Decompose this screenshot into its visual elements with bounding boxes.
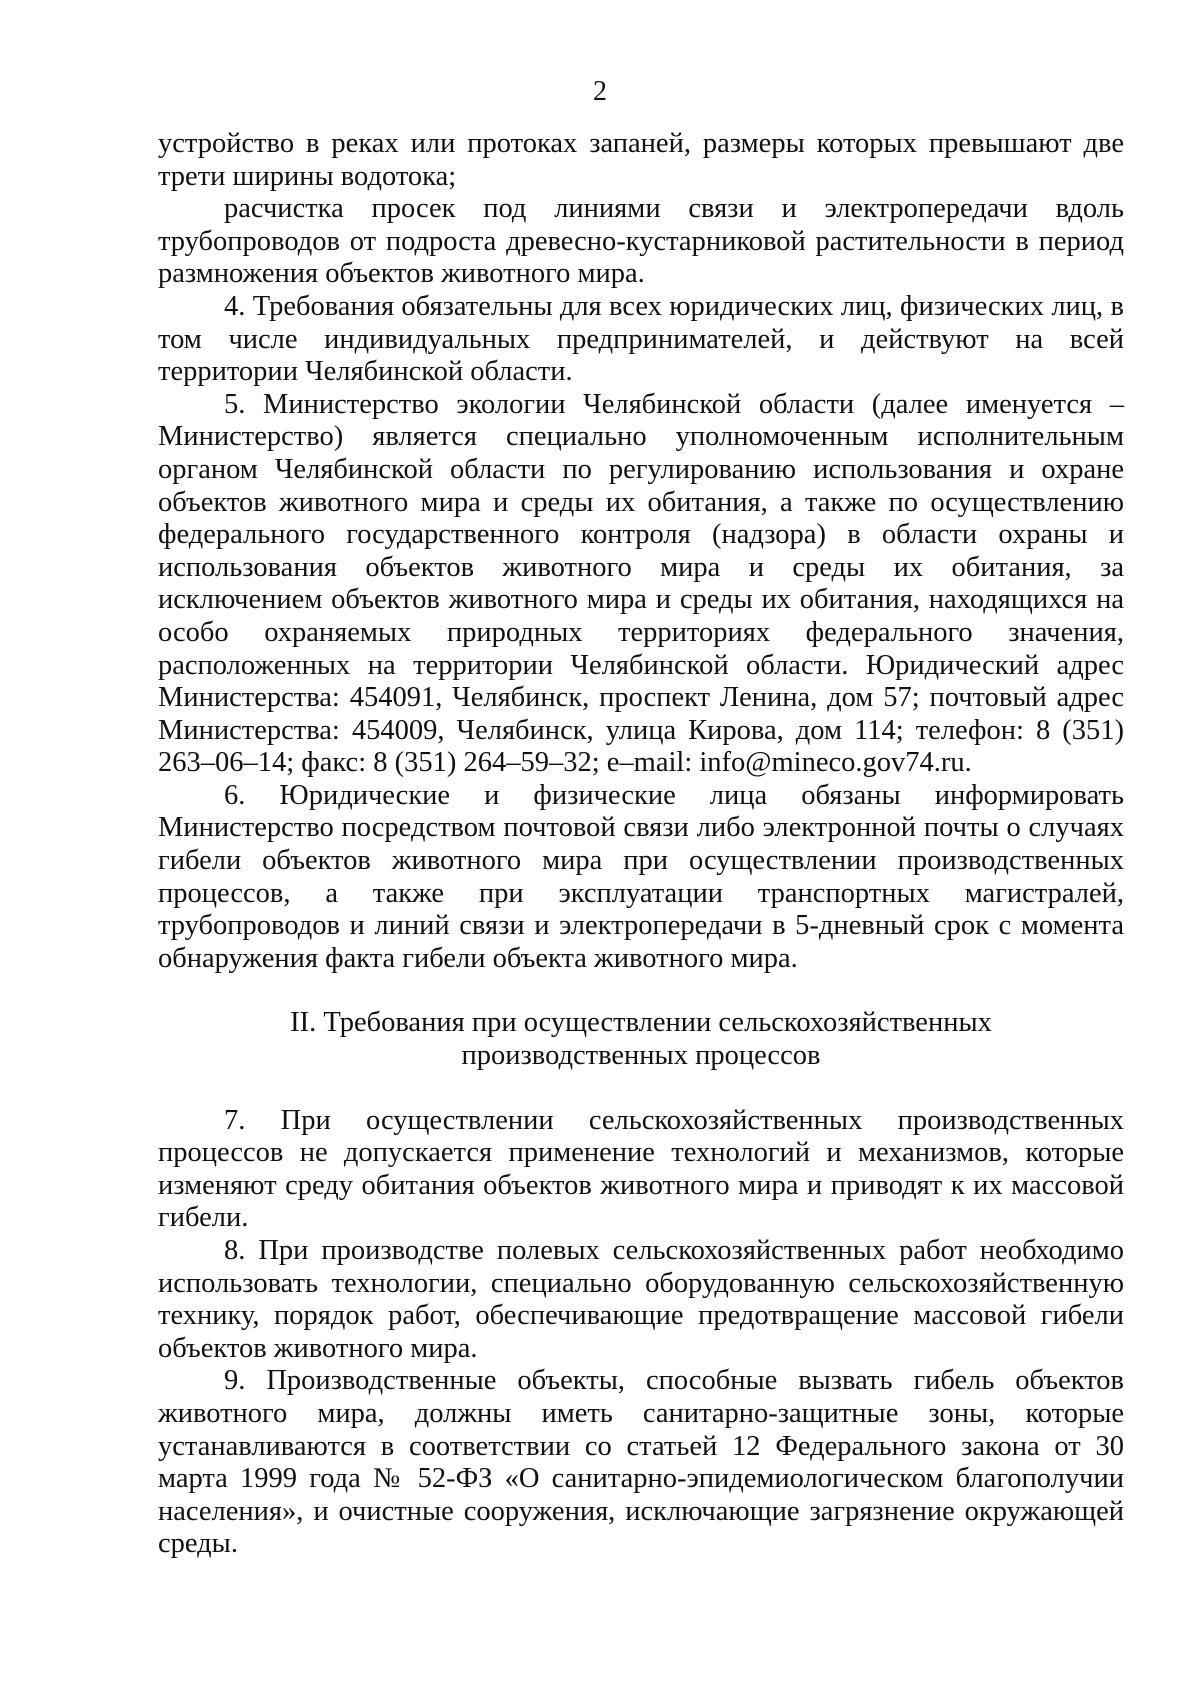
paragraph-5: 5. Министерство экологии Челябинской области (далее именуется – Министерство) является специально уполномоченным исполнительным органом Челябинской области по регулированию использования и охране объектов животного мира и среды их обитания, а также по осуществлению федерального государственного контроля (надзора) в области охраны и использования объектов животного мира и среды их обитания, за исключением объектов животного мира и среды их обитания, находящихся на особо охраняемых природных территориях федерального значения, расположенных на территории Челябинской области. Юридический адрес Министерства: 454091, Челябинск, проспект Ленина, дом 57; почтовый адрес Министерства: 454009, Челябинск, улица Кирова, дом 114; телефон: 8 (351) 263–06–14; факс: 8 (351) 264–59–32; e–mail: info@mineco.gov74.ru. <box>158 388 1124 779</box>
paragraph-8: 8. При производстве полевых сельскохозяйственных работ необходимо использовать технологии, специально оборудованную сельскохозяйственную технику, порядок работ, обеспечивающие предотвращение массовой гибели объектов животного мира. <box>158 1235 1124 1364</box>
section-heading-line-2: производственных процессов <box>461 1040 821 1072</box>
paragraph-continuation: устройство в реках или протоках запаней, размеры которых превышают две трети ширины водотока; <box>158 128 1124 192</box>
document-body <box>158 128 1124 1561</box>
paragraph-9: 9. Производственные объекты, способные вызвать гибель объектов животного мира, должны иметь санитарно-защитные зоны, которые устанавливаются в соответствии со статьей 12 Федерального закона от 30 марта 1999 года № 52-ФЗ «О санитарно-эпидемиологическом благополучии населения», и очистные сооружения, исключающие загрязнение окружающей среды. <box>158 1365 1124 1560</box>
paragraph-7: 7. При осуществлении сельскохозяйственных производственных процессов не допускается применение технологий и механизмов, которые изменяют среду обитания объектов животного мира и приводят к их массовой гибели. <box>158 1104 1124 1234</box>
paragraph-4: 4. Требования обязательны для всех юридических лиц, физических лиц, в том числе индивидуальных предпринимателей, и действуют на всей территории Челябинской области. <box>158 290 1124 388</box>
section-heading <box>158 975 1124 1104</box>
paragraph-6: 6. Юридические и физические лица обязаны информировать Министерство посредством почтовой связи либо электронной почты о случаях гибели объектов животного мира при осуществлении производственных процессов, а также при эксплуатации транспортных магистралей, трубопроводов и линий связи и электропередачи в 5-дневный срок с момента обнаружения факта гибели объекта животного мира. <box>158 779 1124 974</box>
paragraph-clearing: расчистка просек под линиями связи и электропередачи вдоль трубопроводов от подроста древесно-кустарниковой растительности в период размножения объектов животного мира. <box>158 193 1124 290</box>
section-heading-line-1: II. Требования при осуществлении сельскохозяйственных <box>290 1007 992 1039</box>
page-number: 2 <box>593 76 607 107</box>
